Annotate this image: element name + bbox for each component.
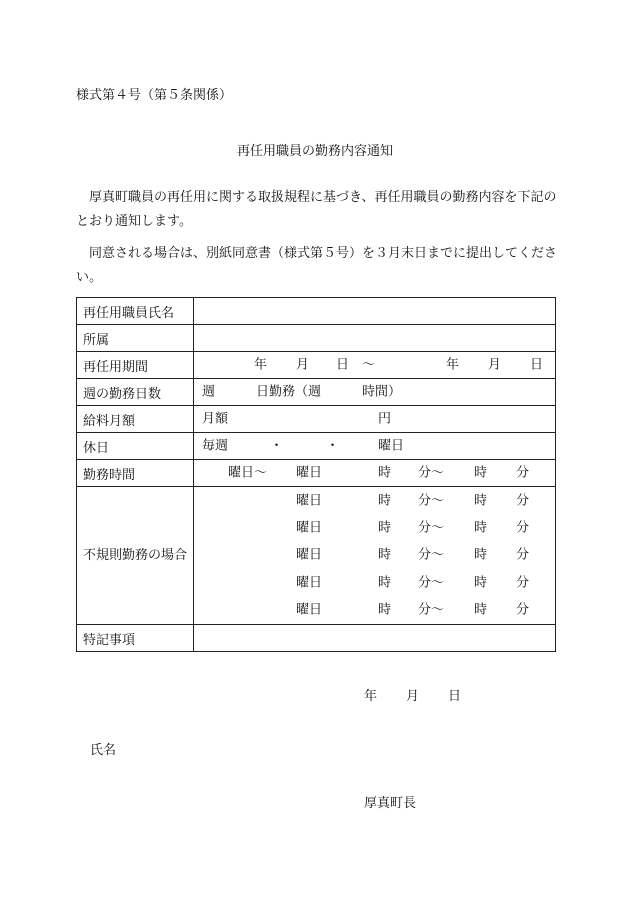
holiday-weekday: 曜日 bbox=[378, 438, 405, 454]
row-reappointment-period bbox=[77, 352, 556, 379]
irregular-start-hour: 時 bbox=[378, 520, 392, 536]
body-paragraph-2: 同意される場合は、別紙同意書（様式第５号）を３月末日までに提出してください。 bbox=[76, 246, 558, 285]
label-working-hours: 勤務時間 bbox=[77, 460, 194, 487]
body-paragraph-1: 厚真町職員の再任用に関する取扱規程に基づき、再任用職員の勤務内容を下記のとおり通知します。 bbox=[76, 190, 557, 229]
irregular-weekday: 曜日 bbox=[296, 602, 323, 618]
hours-end-hour: 時 bbox=[474, 465, 488, 481]
irregular-end-minute: 分 bbox=[516, 575, 530, 591]
field-irregular-work[interactable] bbox=[194, 487, 556, 625]
period-end-day: 日 bbox=[530, 357, 544, 373]
irregular-line bbox=[194, 487, 555, 514]
irregular-end-minute: 分 bbox=[516, 520, 530, 536]
label-special-notes: 特記事項 bbox=[77, 625, 194, 652]
period-tilde: 〜 bbox=[362, 357, 376, 373]
hours-end-minute: 分 bbox=[516, 465, 530, 481]
irregular-weekday: 曜日 bbox=[296, 575, 323, 591]
hours-start-hour: 時 bbox=[378, 465, 392, 481]
irregular-start-hour: 時 bbox=[378, 493, 392, 509]
work-content-table bbox=[76, 297, 556, 652]
row-weekly-workdays bbox=[77, 379, 556, 406]
irregular-end-hour: 時 bbox=[474, 520, 488, 536]
irregular-weekday: 曜日 bbox=[296, 520, 323, 536]
irregular-start-hour: 時 bbox=[378, 602, 392, 618]
irregular-start-minute: 分〜 bbox=[418, 575, 445, 591]
document-title: 再任用職員の勤務内容通知 bbox=[236, 144, 393, 159]
field-special-notes[interactable] bbox=[194, 625, 556, 652]
date-month: 月 bbox=[406, 689, 420, 704]
irregular-end-hour: 時 bbox=[474, 547, 488, 563]
irregular-line bbox=[194, 569, 555, 596]
irregular-line bbox=[194, 542, 555, 569]
irregular-start-hour: 時 bbox=[378, 575, 392, 591]
irregular-weekday: 曜日 bbox=[296, 493, 323, 509]
label-irregular-work: 不規則勤務の場合 bbox=[77, 487, 194, 625]
field-affiliation[interactable] bbox=[194, 325, 556, 352]
irregular-start-minute: 分〜 bbox=[418, 520, 445, 536]
mayor-title: 厚真町長 bbox=[364, 796, 417, 811]
irregular-end-hour: 時 bbox=[474, 493, 488, 509]
field-holiday[interactable] bbox=[194, 433, 556, 460]
workdays-week: 週 bbox=[202, 384, 216, 400]
holiday-weekly: 毎週 bbox=[202, 438, 229, 454]
irregular-weekday: 曜日 bbox=[296, 547, 323, 563]
field-reappointment-period[interactable] bbox=[194, 352, 556, 379]
irregular-end-minute: 分 bbox=[516, 602, 530, 618]
salary-monthly: 月額 bbox=[202, 411, 229, 427]
holiday-separator-1: ・ bbox=[270, 438, 284, 454]
period-end-month: 月 bbox=[488, 357, 502, 373]
workdays-days: 日勤務（週 bbox=[256, 384, 322, 400]
label-holiday: 休日 bbox=[77, 433, 194, 460]
period-start-day: 日 bbox=[336, 357, 350, 373]
irregular-end-hour: 時 bbox=[474, 575, 488, 591]
irregular-line bbox=[194, 597, 555, 624]
row-holiday bbox=[77, 433, 556, 460]
irregular-start-minute: 分〜 bbox=[418, 602, 445, 618]
holiday-separator-2: ・ bbox=[326, 438, 340, 454]
irregular-end-hour: 時 bbox=[474, 602, 488, 618]
row-monthly-salary bbox=[77, 406, 556, 433]
irregular-start-minute: 分〜 bbox=[418, 493, 445, 509]
label-weekly-workdays: 週の勤務日数 bbox=[77, 379, 194, 406]
period-start-month: 月 bbox=[296, 357, 310, 373]
row-irregular-work bbox=[77, 487, 556, 625]
period-start-year: 年 bbox=[254, 357, 268, 373]
irregular-line bbox=[194, 514, 555, 541]
irregular-start-hour: 時 bbox=[378, 547, 392, 563]
form-number-label: 様式第４号（第５条関係） bbox=[76, 88, 233, 103]
date-day: 日 bbox=[448, 689, 462, 704]
field-working-hours[interactable] bbox=[194, 460, 556, 487]
row-employee-name bbox=[77, 298, 556, 325]
label-reappointment-period: 再任用期間 bbox=[77, 352, 194, 379]
row-working-hours bbox=[77, 460, 556, 487]
field-weekly-workdays[interactable] bbox=[194, 379, 556, 406]
field-monthly-salary[interactable] bbox=[194, 406, 556, 433]
irregular-start-minute: 分〜 bbox=[418, 547, 445, 563]
label-monthly-salary: 給料月額 bbox=[77, 406, 194, 433]
hours-to-weekday: 曜日 bbox=[296, 465, 323, 481]
period-end-year: 年 bbox=[446, 357, 460, 373]
irregular-end-minute: 分 bbox=[516, 547, 530, 563]
field-employee-name[interactable] bbox=[194, 298, 556, 325]
date-year: 年 bbox=[364, 689, 378, 704]
workdays-hours: 時間） bbox=[362, 384, 402, 400]
irregular-end-minute: 分 bbox=[516, 493, 530, 509]
row-affiliation bbox=[77, 325, 556, 352]
hours-start-minute: 分〜 bbox=[418, 465, 445, 481]
label-affiliation: 所属 bbox=[77, 325, 194, 352]
label-employee-name: 再任用職員氏名 bbox=[77, 298, 194, 325]
row-special-notes bbox=[77, 625, 556, 652]
name-label: 氏名 bbox=[90, 743, 117, 758]
salary-yen: 円 bbox=[378, 411, 392, 427]
hours-from-weekday: 曜日〜 bbox=[228, 465, 268, 481]
